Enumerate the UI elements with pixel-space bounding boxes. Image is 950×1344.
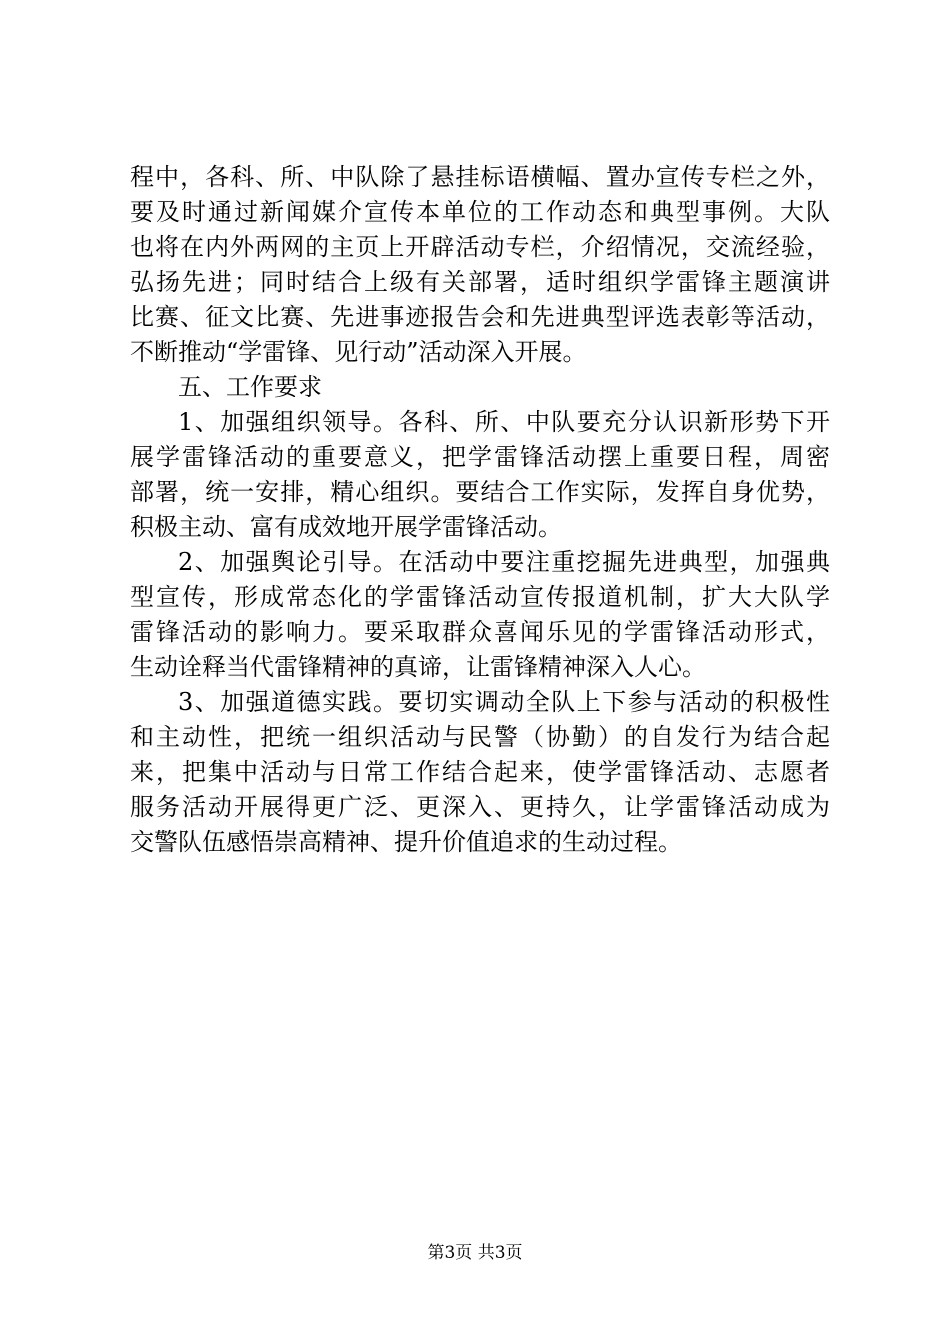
text-line: 生动诠释当代雷锋精神的真谛，让雷锋精神深入人心。 bbox=[130, 653, 706, 681]
text-line: 交警队伍感悟崇高精神、提升价值追求的生动过程。 bbox=[130, 828, 682, 856]
text-line: 也将在内外两网的主页上开辟活动专栏，介绍情况，交流经验， bbox=[130, 233, 830, 261]
text-line: 3、加强道德实践。要切实调动全队上下参与活动的积极性 bbox=[178, 688, 830, 716]
paragraph bbox=[130, 160, 830, 370]
text-line: 来，把集中活动与日常工作结合起来，使学雷锋活动、志愿者 bbox=[130, 758, 830, 786]
text-line: 程中，各科、所、中队除了悬挂标语横幅、置办宣传专栏之外， bbox=[130, 163, 830, 191]
text-line: 积极主动、富有成效地开展学雷锋活动。 bbox=[130, 513, 562, 541]
document-body bbox=[130, 160, 830, 860]
heading-line: 五、工作要求 bbox=[178, 373, 322, 401]
text-line: 展学雷锋活动的重要意义，把学雷锋活动摆上重要日程，周密 bbox=[130, 443, 830, 471]
text-line: 和主动性，把统一组织活动与民警（协勤）的自发行为结合起 bbox=[130, 723, 830, 751]
text-line: 弘扬先进；同时结合上级有关部署，适时组织学雷锋主题演讲 bbox=[130, 268, 830, 296]
text-line: 服务活动开展得更广泛、更深入、更持久，让学雷锋活动成为 bbox=[130, 793, 830, 821]
paragraph bbox=[130, 545, 830, 685]
text-line: 2、加强舆论引导。在活动中要注重挖掘先进典型，加强典 bbox=[178, 548, 830, 576]
text-line: 1、加强组织领导。各科、所、中队要充分认识新形势下开 bbox=[178, 408, 830, 436]
text-line: 部署，统一安排，精心组织。要结合工作实际，发挥自身优势， bbox=[130, 478, 830, 506]
text-line: 不断推动“学雷锋、见行动”活动深入开展。 bbox=[130, 338, 587, 366]
text-line: 比赛、征文比赛、先进事迹报告会和先进典型评选表彰等活动， bbox=[130, 303, 830, 331]
page-number-footer: 第3页 共3页 bbox=[427, 1243, 523, 1263]
text-line: 雷锋活动的影响力。要采取群众喜闻乐见的学雷锋活动形式， bbox=[130, 618, 830, 646]
paragraph bbox=[130, 685, 830, 860]
text-line: 要及时通过新闻媒介宣传本单位的工作动态和典型事例。大队 bbox=[130, 198, 830, 226]
paragraph bbox=[130, 405, 830, 545]
section-heading bbox=[130, 370, 830, 405]
text-line: 型宣传，形成常态化的学雷锋活动宣传报道机制，扩大大队学 bbox=[130, 583, 830, 611]
